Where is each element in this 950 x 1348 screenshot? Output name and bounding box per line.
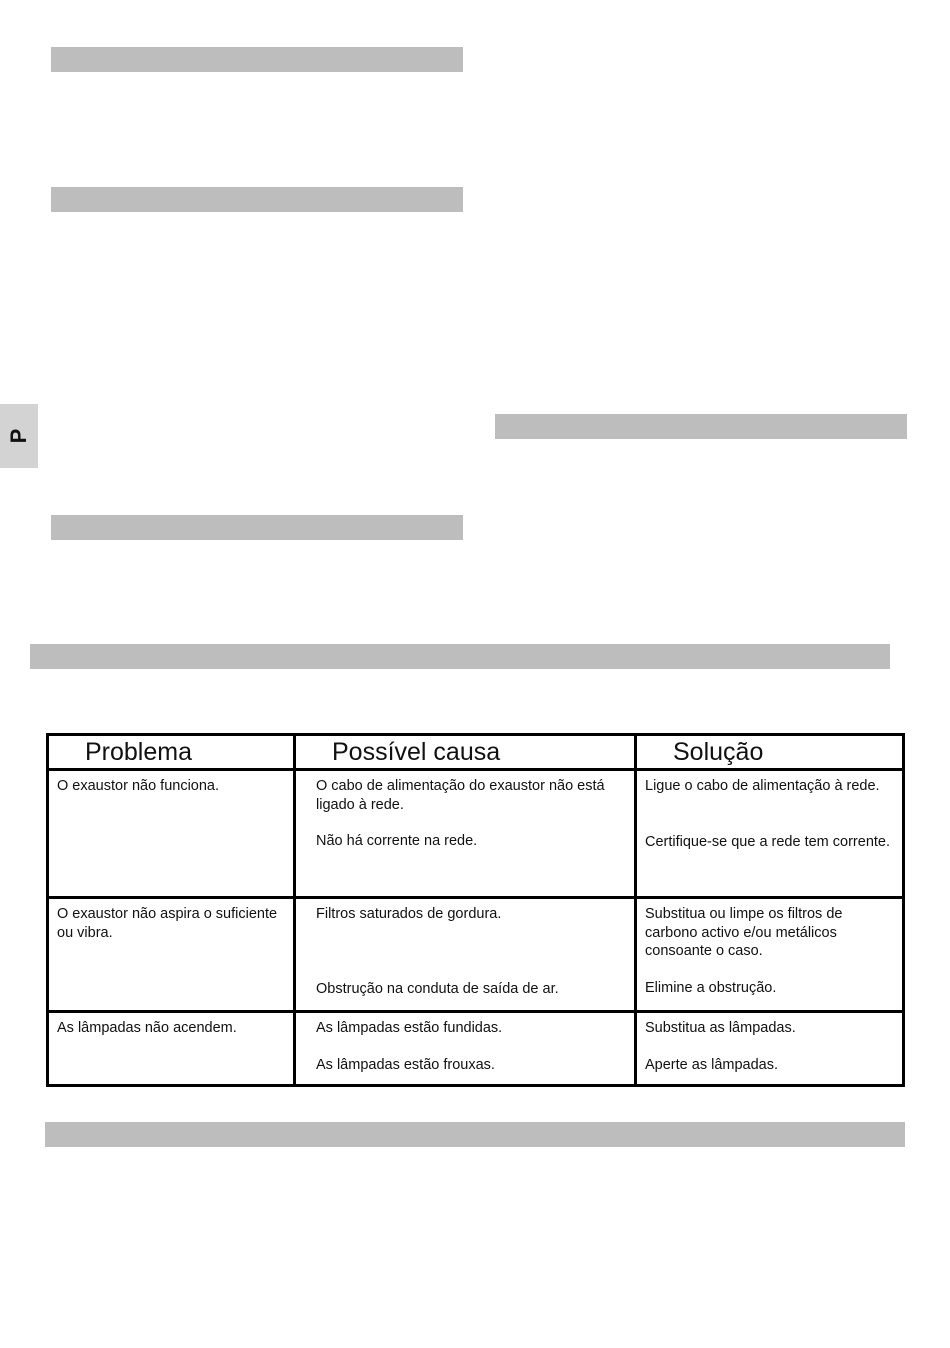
cause-text: O cabo de alimentação do exaustor não está ligado à rede. <box>316 778 605 813</box>
table-row <box>48 1012 904 1086</box>
header-cause: Possível causa <box>295 735 636 770</box>
language-letter: P <box>6 428 31 444</box>
solution-text: Substitua as lâmpadas. <box>645 1020 796 1037</box>
cause-text: Filtros saturados de gordura. <box>316 906 502 923</box>
solution-cell <box>636 898 904 1012</box>
header-problem: Problema <box>48 735 295 770</box>
table-header-row <box>48 735 904 770</box>
solution-cell <box>636 1012 904 1086</box>
section-header-bar <box>51 47 463 72</box>
section-header-bar <box>30 644 890 669</box>
section-header-bar <box>51 515 463 540</box>
problem-cell <box>48 898 295 1012</box>
cause-cell <box>295 898 636 1012</box>
cause-text: Não há corrente na rede. <box>316 833 478 850</box>
cause-cell <box>295 1012 636 1086</box>
table-row <box>48 770 904 898</box>
section-header-bar <box>51 187 463 212</box>
problem-cell <box>48 770 295 898</box>
problem-text: As lâmpadas não acendem. <box>57 1020 237 1037</box>
solution-text: Ligue o cabo de alimentação à rede. <box>645 778 880 795</box>
section-header-bar <box>495 414 907 439</box>
solution-text: Certifique-se que a rede tem corrente. <box>645 833 891 850</box>
language-side-tab <box>0 404 38 468</box>
cause-text: As lâmpadas estão fundidas. <box>316 1020 503 1037</box>
table-row <box>48 898 904 1012</box>
troubleshooting-table <box>46 733 905 1087</box>
cause-cell <box>295 770 636 898</box>
problem-cell <box>48 1012 295 1086</box>
cause-text: Obstrução na conduta de saída de ar. <box>316 980 559 997</box>
solution-cell <box>636 770 904 898</box>
section-header-bar <box>45 1122 905 1147</box>
solution-text: Aperte as lâmpadas. <box>645 1056 778 1073</box>
solution-text: Elimine a obstrução. <box>645 979 777 996</box>
header-solution: Solução <box>636 735 904 770</box>
cause-text: As lâmpadas estão frouxas. <box>316 1056 495 1073</box>
problem-text: O exaustor não aspira o suficiente ou vibra. <box>57 906 278 941</box>
problem-text: O exaustor não funciona. <box>57 778 220 795</box>
solution-text: Substitua ou limpe os filtros de carbono activo e/ou metálicos consoante o caso. <box>645 906 843 960</box>
